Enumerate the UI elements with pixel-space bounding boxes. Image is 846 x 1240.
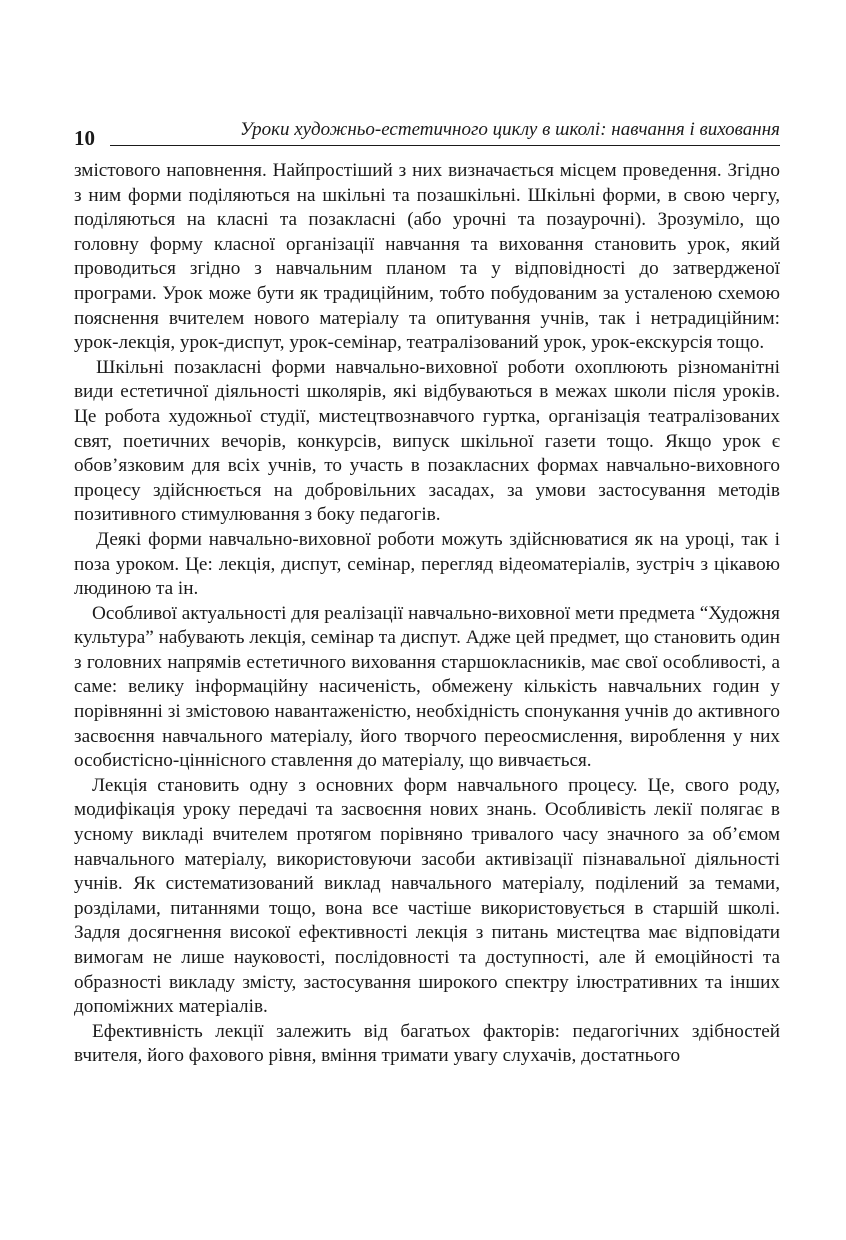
paragraph-3: Деякі форми навчально-виховної роботи можуть здійснюватися як на уроці, так і поза уроком. Це: лекція, диспут, семінар, перегляд відеоматеріалів, зустріч з цікавою людиною та ін. [74, 528, 780, 600]
page-number: 10 [74, 126, 95, 150]
paragraph-6: Ефективність лекції залежить від багатьох факторів: педагогічних здібностей вчителя, його фахового рівня, вміння тримати увагу слухачів, достатнього [74, 1020, 780, 1067]
body-text [74, 159, 780, 1069]
paragraph-2: Шкільні позакласні форми навчально-виховної роботи охоплюють різноманітні види естетичної діяльності школярів, які відбуваються в межах школи після уроків. Це робота художньої студії, мистецтвознавчого гуртка, організація театралізованих свят, поетичних вечорів, конкурсів, випуск шкільної газети тощо. Якщо урок є обов’язковим для всіх учнів, то участь в позакласних формах навчально-виховного процесу здійснюється на добровільних засадах, за умови застосування методів позитивного стимулювання з боку педагогів. [74, 356, 780, 526]
paragraph-4: Особливої актуальності для реалізації навчально-виховної мети предмета “Художня культура” набувають лекція, семінар та диспут. Адже цей предмет, що становить один з головних напрямів естетичного виховання старшокласників, має свої особливості, а саме: велику інформаційну насиченість, обмежену кількість навчальних годин у порівнянні зі змістовою навантаженістю, необхідність спонукання учнів до активного засвоєння навчального матеріалу, його творчого переосмислення, вироблення у них особистісно-ціннісного ставлення до матеріалу, що вивчається. [74, 602, 780, 772]
running-header [74, 118, 780, 152]
header-rule [110, 145, 780, 146]
paragraph-1: змістового наповнення. Найпростіший з них визначається місцем проведення. Згідно з ним форми поділяються на шкільні та позашкільні. Шкільні форми, в свою чергу, поділяються на класні та позакласні (або урочні та позаурочні). Зрозуміло, що головну форму класної організації навчання та виховання становить урок, який проводиться згідно з навчальним планом та у відповідності до затвердженої програми. Урок може бути як традиційним, тобто побудованим за усталеною схемою пояснення вчителем нового матеріалу та опитування учнів, так і нетрадиційним: урок-лекція, урок-диспут, урок-семінар, театралізований урок, урок-екскурсія тощо. [74, 160, 780, 354]
paragraph-5: Лекція становить одну з основних форм навчального процесу. Це, свого роду, модифікація уроку передачі та засвоєння нових знань. Особливість лекії полягає в усному викладі вчителем протягом порівняно тривалого часу значного за об’ємом навчального матеріалу, використовуючи засоби активізації пізнавальної діяльності учнів. Як систематизований виклад навчального матеріалу, поділений за темами, розділами, питаннями тощо, вона все частіше використовується в старшій школі. Задля досягнення високої ефективності лекція з питань мистецтва має відповідати вимогам не лише науковості, послідовності та доступності, але й емоційності та образності викладу змісту, застосування широкого спектру ілюстративних та інших допоміжних матеріалів. [74, 774, 780, 1018]
running-header-title: Уроки художньо-естетичного циклу в школі: навчання і виховання [240, 119, 780, 140]
book-page [74, 0, 780, 1240]
